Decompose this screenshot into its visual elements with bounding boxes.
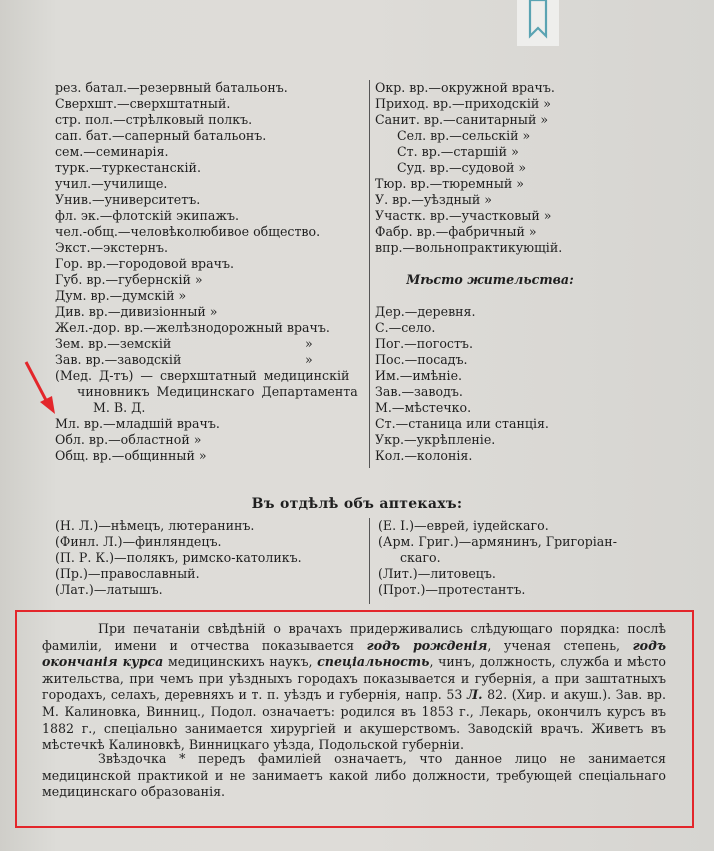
note-text: медицинскихъ наукъ, <box>163 654 318 670</box>
abbr-line: учил.—училище. <box>55 176 168 191</box>
abbr-line: впр.—вольнопрактикующій. <box>375 240 563 255</box>
abbr-line: Сверхшт.—сверхштатный. <box>55 96 231 111</box>
ditto-mark: » <box>305 336 313 351</box>
pharmacy-line: скаго. <box>400 550 441 565</box>
abbr-line: Обл. вр.—областной » <box>55 432 202 447</box>
abbr-line: фл. эк.—флотскій экипажъ. <box>55 208 239 223</box>
pharmacy-column-divider <box>369 518 370 604</box>
residence-heading: Мѣсто жительства: <box>406 272 574 287</box>
residence-line: Пог.—погостъ. <box>375 336 473 351</box>
abbr-line: Суд. вр.—судовой » <box>397 160 527 175</box>
abbr-line: Жел.-дор. вр.—желѣзнодорожный врачъ. <box>55 320 330 335</box>
note-emphasis: годъ рожденія <box>366 637 488 653</box>
abbr-line: Сел. вр.—сельскій » <box>397 128 531 143</box>
pharmacy-right-column <box>378 518 617 598</box>
abbr-line: Дум. вр.—думскій » <box>55 288 187 303</box>
pharmacy-line: (Н. Л.)—нѣмецъ, лютеранинъ. <box>55 518 255 533</box>
abbr-line <box>55 352 365 368</box>
pharmacy-left-column <box>55 518 302 598</box>
residence-line: М.—мѣстечко. <box>375 400 472 415</box>
pharmacy-line: (Пр.)—православный. <box>55 566 200 581</box>
residence-line: Укр.—укрѣпленіе. <box>375 432 496 447</box>
note-emphasis: годъ окончанія курса <box>42 637 666 670</box>
note-paragraph-asterisk: Звѣздочка * передъ фамиліей означаетъ, что данное лицо не занимается медицинской практикой и не занимаетъ какой либо должности, требующей спеціальнаго медицинскаго образованія. <box>42 751 666 800</box>
abbr-line: Тюр. вр.—тюремный » <box>375 176 524 191</box>
bookmark-icon[interactable] <box>517 0 559 46</box>
abbr-line: Див. вр.—дивизіонный » <box>55 304 218 319</box>
red-arrow-icon <box>22 360 62 420</box>
abbr-line: Мл. вр.—младшій врачъ. <box>55 416 220 431</box>
abbr-line: чиновникъ Медицинскаго Департамента <box>77 384 358 399</box>
pharmacy-line: (Прот.)—протестантъ. <box>378 582 526 597</box>
abbr-line: Гор. вр.—городовой врачъ. <box>55 256 234 271</box>
abbr-line: Санит. вр.—санитарный » <box>375 112 549 127</box>
pharmacy-line: (П. Р. К.)—полякъ, римско-католикъ. <box>55 550 302 565</box>
pharmacy-line: (Арм. Григ.)—армянинъ, Григоріан- <box>378 534 617 549</box>
abbr-line: Участк. вр.—участковый » <box>375 208 552 223</box>
residence-line: Дер.—деревня. <box>375 304 476 319</box>
abbr-line: (Мед. Д-тъ) — сверхштатный медицинскій <box>55 368 350 383</box>
abbr-line: Фабр. вр.—фабричный » <box>375 224 537 239</box>
abbr-text: Зав. вр.—заводскій <box>55 352 182 367</box>
abbr-line: Окр. вр.—окружной врачъ. <box>375 80 555 95</box>
abbr-line: У. вр.—уѣздный » <box>375 192 493 207</box>
residence-line: Им.—имѣніе. <box>375 368 463 383</box>
abbreviations-left-column <box>55 80 365 464</box>
abbr-line: М. В. Д. <box>93 400 146 415</box>
abbr-line: сем.—семинарія. <box>55 144 169 159</box>
residence-line: Ст.—станица или станція. <box>375 416 549 431</box>
note-text: 82. (Хир. и акуш.). Зав. вр. М. Калиновка, Винниц., Подол. означаетъ: родился въ 1853 г., Лекарь, окончилъ курсъ въ 1882 г., спеціально занимается хирургіей и акушерствомъ. Заводскій врачъ. Живетъ въ мѣстечкѣ Калиновкѣ, Винницкаго уѣзда, Подольской губерніи. <box>42 687 666 753</box>
pharmacy-line: (Финл. Л.)—финляндецъ. <box>55 534 222 549</box>
pharmacy-line: (Е. I.)—еврей, іудейскаго. <box>378 518 549 533</box>
abbr-line: сап. бат.—саперный батальонъ. <box>55 128 267 143</box>
pharmacy-section-title: Въ отдѣлѣ объ аптекахъ: <box>251 496 463 512</box>
abbr-line: Губ. вр.—губернскій » <box>55 272 203 287</box>
pharmacy-line: (Лат.)—латышъ. <box>55 582 163 597</box>
abbr-line: стр. пол.—стрѣлковый полкъ. <box>55 112 253 127</box>
abbr-line: рез. батал.—резервный батальонъ. <box>55 80 288 95</box>
abbr-line: Ст. вр.—старшій » <box>397 144 519 159</box>
abbr-text: Зем. вр.—земскій <box>55 336 172 351</box>
abbr-line <box>55 336 365 352</box>
ditto-mark: » <box>305 352 313 367</box>
column-divider <box>369 80 370 468</box>
residence-line: Кол.—колонія. <box>375 448 473 463</box>
abbr-line: Экст.—экстернъ. <box>55 240 168 255</box>
note-emphasis: Л. <box>467 687 483 703</box>
abbr-line: турк.—туркестанскій. <box>55 160 201 175</box>
residence-line: Зав.—заводъ. <box>375 384 463 399</box>
note-paragraph-ordering <box>42 621 666 754</box>
note-text: , чинъ, должность, служба и мѣсто жительства, при чемъ при уѣздныхъ городахъ показывается и губернія, а при заштатныхъ городахъ, селахъ, деревняхъ и т. п. уѣздъ и губернія, напр. 53 <box>42 654 666 703</box>
note-emphasis: спеціальность <box>317 654 430 670</box>
residence-line: Пос.—посадъ. <box>375 352 468 367</box>
abbr-line: Приход. вр.—приходскій » <box>375 96 551 111</box>
residence-line: С.—село. <box>375 320 436 335</box>
abbr-line: Унив.—университетъ. <box>55 192 201 207</box>
note-text: , ученая степень, <box>487 637 633 653</box>
abbreviations-right-column <box>375 80 605 464</box>
pharmacy-line: (Лит.)—литовецъ. <box>378 566 496 581</box>
note-text: При печатаніи свѣдѣній о врачахъ придерживались слѣдующаго порядка: послѣ фамиліи, имени и отчества показывается <box>42 621 666 653</box>
abbr-line: чел.-общ.—человѣколюбивое общество. <box>55 224 321 239</box>
abbr-line: Общ. вр.—общинный » <box>55 448 207 463</box>
